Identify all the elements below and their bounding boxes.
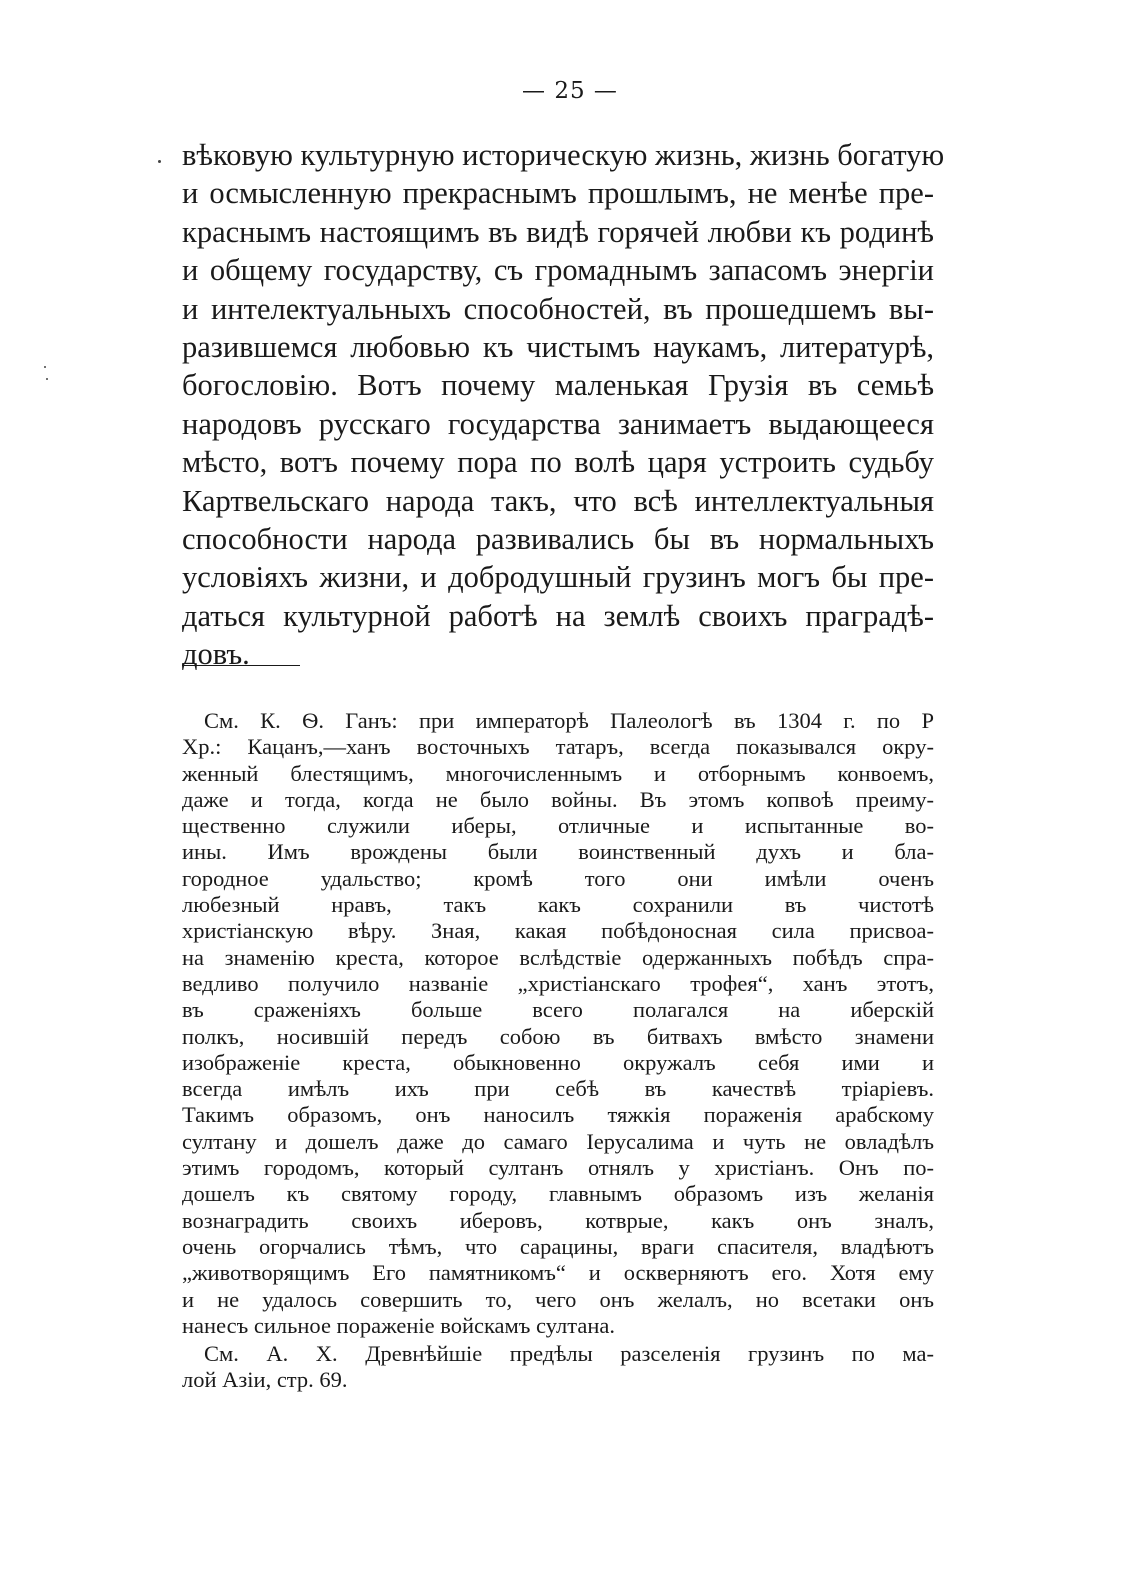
footnote-line: „животворящимъ Его памятникомъ“ и оскверняютъ его. Хотя ему <box>182 1260 934 1286</box>
text-line: способности народа развивались бы въ нормальныхъ <box>182 521 934 556</box>
text-line: разившемся любовью къ чистымъ наукамъ, литературѣ, <box>182 329 934 364</box>
scan-speck <box>158 160 161 163</box>
footnote-line: вознаградить своихъ иберовъ, котврые, какъ онъ зналъ, <box>182 1207 934 1233</box>
footnote-line: ведливо получило названiе „христiанскаго трофея“, ханъ этотъ, <box>182 970 934 996</box>
footnote-line: ины. Имъ врождены были воинственный духъ и бла- <box>182 839 934 865</box>
scan-speck <box>46 378 48 380</box>
footnote-line: Хр.: Кацанъ,—ханъ восточныхъ татаръ, всегда показывался окру- <box>182 734 934 760</box>
footnote-line: на знаменiю креста, которое вслѣдствiе одержанныхъ побѣдъ спра- <box>182 944 934 970</box>
text-line: довъ. <box>182 637 250 672</box>
footnote-line: женный блестящимъ, многочисленнымъ и отборнымъ конвоемъ, <box>182 760 934 786</box>
footnote-line: даже и тогда, когда не было войны. Въ этомъ копвоѣ преиму- <box>182 786 934 812</box>
footnote-line: полкъ, носившiй передъ собою въ битвахъ вмѣсто знамени <box>182 1023 934 1049</box>
footnote-line: изображенiе креста, обыкновенно окружалъ себя ими и <box>182 1049 934 1075</box>
text-line: и общему государству, съ громаднымъ запасомъ энергiи <box>182 253 934 288</box>
main-paragraph <box>182 136 945 673</box>
text-line: краснымъ настоящимъ въ видѣ горячей любви къ родинѣ <box>182 214 934 249</box>
text-line: народовъ русскаго государства занимаетъ выдающееся <box>182 406 934 441</box>
footnote-line: и не удалось совершить то, чего онъ желалъ, но всетаки онъ <box>182 1286 934 1312</box>
footnote-line: всегда имѣлъ ихъ при себѣ въ качествѣ трiарiевъ. <box>182 1076 934 1102</box>
footnote-line: нанесъ сильное пораженiе войскамъ султана. <box>182 1312 615 1338</box>
text-line: Картвельскаго народа такъ, что всѣ интеллектуальныя <box>182 483 934 518</box>
footnote-line: этимъ городомъ, который султанъ отнялъ у христiанъ. Онъ по- <box>182 1155 934 1181</box>
footnote-2 <box>182 1341 934 1394</box>
footnote-line: См. А. Х. Древнѣйшiе предѣлы разселенiя грузинъ по ма- <box>204 1341 934 1367</box>
text-line: и осмысленную прекраснымъ прошлымъ, не менѣе пре- <box>182 176 934 211</box>
footnote-line: христiанскую вѣру. Зная, какая побѣдоносная сила присвоа- <box>182 918 934 944</box>
page-number: — 25 — <box>522 78 618 104</box>
footnotes <box>182 708 934 1394</box>
footnote-line: султану и дошелъ даже до самаго Iерусалима и чуть не овладѣлъ <box>182 1128 934 1154</box>
footnote-separator <box>182 665 300 666</box>
text-line: мѣсто, вотъ почему пора по волѣ царя устроить судьбу <box>182 445 934 480</box>
footnote-line: городное удальство; кромѣ того они имѣли оченъ <box>182 865 934 891</box>
text-line: и интелектуальныхъ способностей, въ прошедшемъ вы- <box>182 291 934 326</box>
text-line: даться культурной работѣ на землѣ своихъ праградѣ- <box>182 598 934 633</box>
footnote-line: въ сраженiяхъ больше всего полагался на иберскiй <box>182 997 934 1023</box>
text-line: богословiю. Вотъ почему маленькая Грузiя въ семьѣ <box>182 368 934 403</box>
footnote-line: любезный нравъ, такъ какъ сохранили въ чистотѣ <box>182 892 934 918</box>
scan-speck <box>44 366 46 368</box>
text-line: вѣковую культурную историческую жизнь, жизнь богатую <box>182 138 945 172</box>
footnote-line: лой Азiи, стр. 69. <box>182 1367 348 1393</box>
footnote-1 <box>182 708 934 1339</box>
text-line: условiяхъ жизни, и добродушный грузинъ могъ бы пре- <box>182 560 934 595</box>
footnote-line: щественно служили иберы, отличные и испытанные во- <box>182 813 934 839</box>
footnote-line: очень огорчались тѣмъ, что сарацины, враги спасителя, владѣютъ <box>182 1233 934 1259</box>
footnote-line: См. К. Ѳ. Ганъ: при императорѣ Палеологѣ въ 1304 г. по Р <box>204 708 934 733</box>
footnote-line: дошелъ къ святому городу, главнымъ образомъ изъ желанiя <box>182 1181 934 1207</box>
footnote-line: Такимъ образомъ, онъ наносилъ тяжкiя пораженiя арабскому <box>182 1102 934 1128</box>
